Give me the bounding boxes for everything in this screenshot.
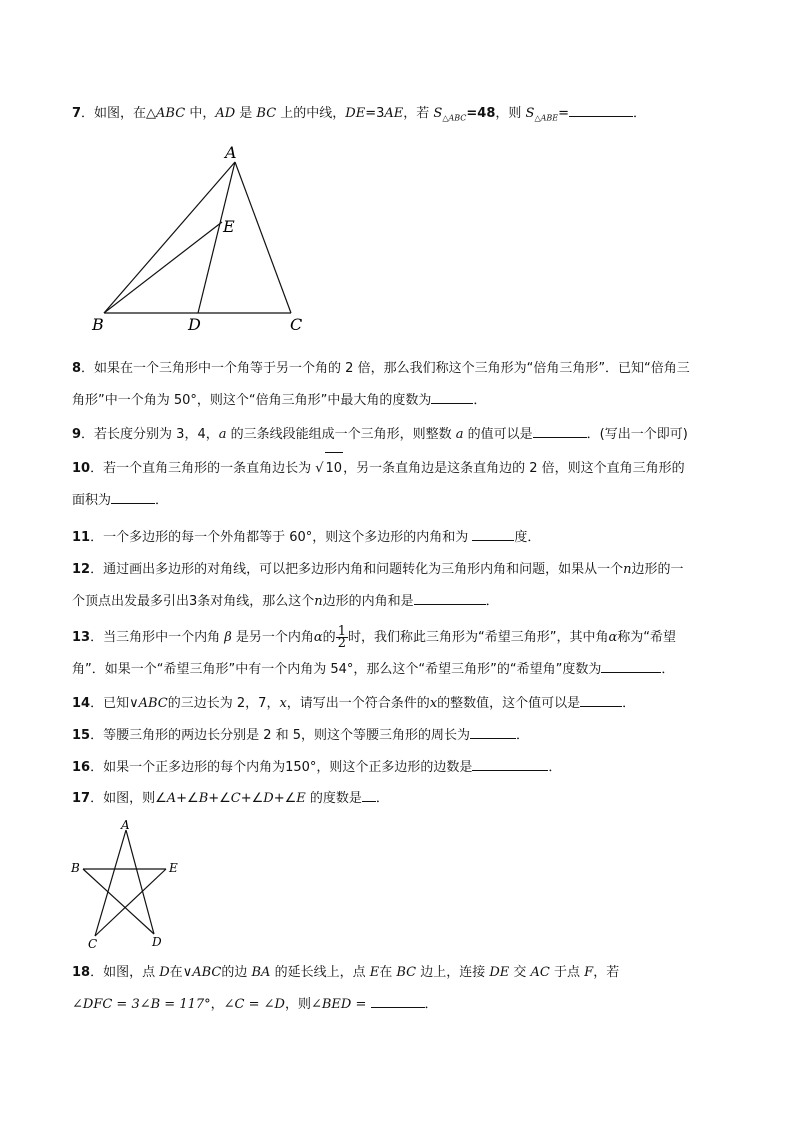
segment-ac: [95, 830, 126, 936]
fraction-one-half: $\frac{1}{2}$: [337, 624, 346, 651]
question-16: 16．如果一个正多边形的每个内角为150°，则这个正多边形的边数是 ．: [72, 760, 562, 775]
answer-blank-8[interactable]: [431, 391, 473, 404]
answer-blank-7[interactable]: [569, 104, 633, 117]
segment-ad: [126, 830, 154, 934]
label-e: E: [169, 861, 178, 875]
segment-ad: [198, 162, 235, 313]
label-b: B: [71, 861, 80, 875]
answer-blank-17[interactable]: [362, 789, 376, 802]
question-11: 11．一个多边形的每一个外角都等于 60°，则这个多边形的内角和为 度．: [72, 530, 541, 545]
question-12: 12．通过画出多边形的对角线，可以把多边形内角和问题转化为三角形内角和问题，如果从一个n边形的一 个顶点出发最多引出3条对角线，那么这个n边形的内角和是 ．: [72, 562, 684, 609]
label-d: D: [188, 315, 201, 334]
question-18: 18．如图，点 D在∨ABC的边 BA 的延长线上，点 E在 BC 边上，连接 DE 交 AC 于点 F，若 ∠DFC = 3∠B = 117°，∠C = ∠D，则∠BED = ．: [72, 965, 620, 1012]
label-b: B: [92, 315, 104, 334]
segment-ce: [95, 869, 166, 936]
answer-blank-16[interactable]: [472, 758, 548, 771]
question-17: 17．如图，则∠A+∠B+∠C+∠D+∠E 的度数是 ．: [72, 791, 389, 806]
question-13: 13．当三角形中一个内角 β 是另一个内角α的 $\frac{1}{2}$ 时，我们称此三角形为“希望三角形”，其中角α称为“希望 角”．如果一个“希望三角形”中有一个内角为 54°，那么这个“希望三角形”的“希望角”度数为 ．: [72, 624, 676, 677]
label-c: C: [290, 315, 303, 334]
answer-blank-13[interactable]: [601, 660, 661, 673]
answer-blank-15[interactable]: [470, 726, 516, 739]
answer-blank-9[interactable]: [533, 425, 587, 438]
label-e: E: [223, 217, 235, 236]
answer-blank-14[interactable]: [580, 694, 622, 707]
sqrt-10: 10: [325, 452, 344, 485]
triangle-abc-figure: [80, 138, 320, 338]
label-a: A: [225, 143, 237, 162]
segment-ac: [235, 162, 291, 313]
segment-be: [104, 222, 222, 313]
label-c: C: [88, 937, 98, 951]
question-10: 10．若一个直角三角形的一条直角边长为 √ 10，另一条直角边是这条直角边的 2 倍，则这个直角三角形的 面积为 ．: [72, 452, 732, 517]
pentagram-figure: [66, 816, 196, 952]
question-15: 15．等腰三角形的两边长分别是 2 和 5，则这个等腰三角形的周长为 ．: [72, 728, 530, 743]
label-a: A: [121, 818, 130, 832]
question-14: 14．已知∨ABC的三边长为 2，7，x，请写出一个符合条件的x的整数值，这个值可以是 ．: [72, 696, 636, 711]
question-9: 9．若长度分别为 3，4，a 的三条线段能组成一个三角形，则整数 a 的值可以是 ．(写出一个即可): [72, 427, 688, 442]
answer-blank-11[interactable]: [472, 528, 514, 541]
answer-blank-18[interactable]: [371, 995, 425, 1008]
question-7: 7．如图，在△ABC 中，AD 是 BC 上的中线，DE=3AE，若 $S_{\triangle ABC}=48$，则 $S_{\triangle ABE}=$ ．: [72, 106, 647, 123]
segment-ab: [104, 162, 235, 313]
answer-blank-10[interactable]: [111, 491, 155, 504]
question-8: 8．如果在一个三角形中一个角等于另一个角的 2 倍，那么我们称这个三角形为“倍角三角形”．已知“倍角三 角形”中一个角为 50°，则这个“倍角三角形”中最大角的度数为 ．: [72, 361, 690, 408]
segment-bd: [83, 869, 154, 934]
label-d: D: [152, 935, 162, 949]
answer-blank-12[interactable]: [414, 592, 486, 605]
